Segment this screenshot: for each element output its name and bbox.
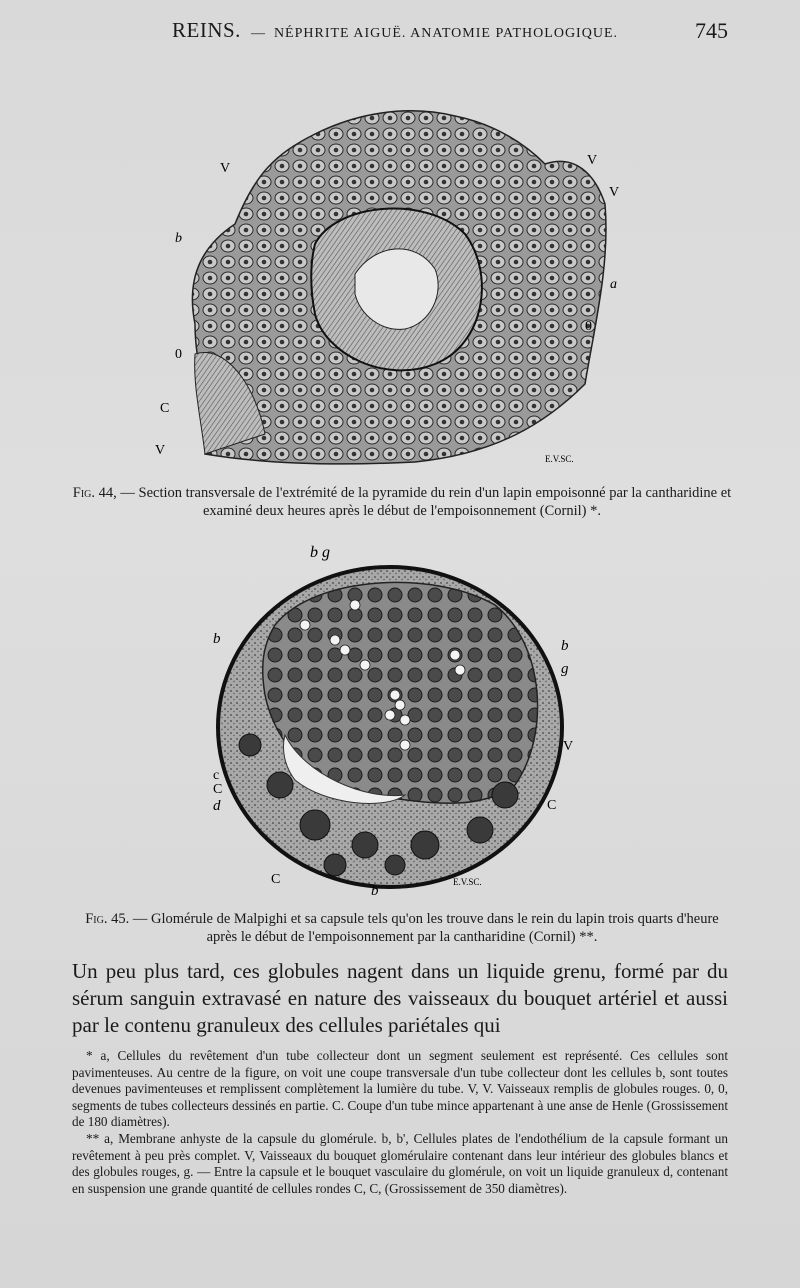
fig44-label-v-top-left: V	[220, 161, 231, 176]
fig45-label-b-bottom: b	[371, 883, 379, 899]
footnote-1: * a, Cellules du revêtement d'un tube collecteur dont un segment seulement est représenté. Ces cellules sont pavimenteuses. Au centre de la figure, on voit une coupe transversale d'un tube collecteur dont les cellules b, sont toutes devenues pavimenteuses et remplissent complètement la lumière du tube. V, V. Vaisseaux remplis de globules rouges. 0, 0, segments de tubes collecteurs dessinés en partie. C. Coupe d'un tube mince appartenant à une anse de Henle (Grossissement de 180 diamètres).	[72, 1048, 728, 1130]
figure-44-label: Fig. 44,	[72, 485, 117, 501]
fig45-label-c-left-bottom: c	[213, 768, 220, 783]
fig45-label-bg: b g	[310, 544, 330, 561]
figure-44-engraving	[155, 94, 620, 470]
figure-45-engraving	[205, 545, 585, 900]
fig44-label-v-top-right: V	[587, 153, 598, 168]
fig44-label-0-left: 0	[175, 347, 182, 362]
fig45-engraver-mark: E.V.SC.	[453, 877, 482, 887]
footnotes	[72, 1048, 728, 1197]
figure-45-caption-text: — Glomérule de Malpighi et sa capsule tels qu'on les trouve dans le rein du lapin trois quarts d'heure après le début de l'empoisonnement par la cantharidine (Cornil) **.	[132, 911, 719, 945]
fig45-label-c-left-top: C	[213, 782, 223, 797]
fig45-label-c-bottom: C	[271, 872, 281, 887]
figure-44-caption	[72, 484, 732, 520]
fig44-label-b: b	[175, 231, 182, 246]
fig44-label-v-bottom: V	[155, 443, 166, 458]
fig44-engraver-mark: E.V.SC.	[545, 454, 574, 464]
fig45-label-b-right: b	[561, 638, 569, 654]
running-dash: —	[250, 26, 266, 41]
fig44-label-a: a	[610, 277, 617, 292]
fig45-label-c-right: C	[547, 798, 557, 813]
fig44-label-v-right: V	[609, 185, 620, 200]
fig45-label-d: d	[213, 798, 221, 814]
running-title: REINS.	[172, 18, 241, 42]
footnote-2: ** a, Membrane anhyste de la capsule du glomérule. b, b', Cellules plates de l'endothélium de la capsule formant un revêtement à peu près complet. V, Vaisseaux du bouquet glomérulaire contenant dans leur intérieur des globules blancs et des globules rouges, g. — Entre la capsule et le bouquet vasculaire du glomérule, on voit un liquide granuleux d, contenant en suspension une grande quantité de cellules rondes C, C, (Grossissement de 350 diamètres).	[72, 1130, 728, 1196]
figure-45-label: Fig. 45.	[85, 911, 130, 927]
page-number: 745	[695, 18, 728, 43]
figure-44-caption-text: — Section transversale de l'extrémité de la pyramide du rein d'un lapin empoisonné par la cantharidine et examiné deux heures après le début de l'empoisonnement (Cornil) *.	[120, 485, 732, 519]
running-header	[172, 18, 710, 48]
fig45-label-v: V	[563, 739, 574, 754]
running-subtitle: NÉPHRITE AIGUË. ANATOMIE PATHOLOGIQUE.	[273, 26, 618, 41]
body-paragraph: Un peu plus tard, ces globules nagent dans un liquide grenu, formé par du sérum sanguin extravasé en nature des vaisseaux du bouquet artériel et aussi par le contenu granuleux des cellules pariétales qui	[72, 959, 728, 1037]
fig45-label-b-left: b	[213, 631, 221, 647]
fig44-label-0-right: 0	[585, 319, 592, 334]
fig45-label-g: g	[561, 661, 569, 677]
figure-45-caption	[72, 910, 732, 946]
fig44-label-c: C	[160, 401, 170, 416]
